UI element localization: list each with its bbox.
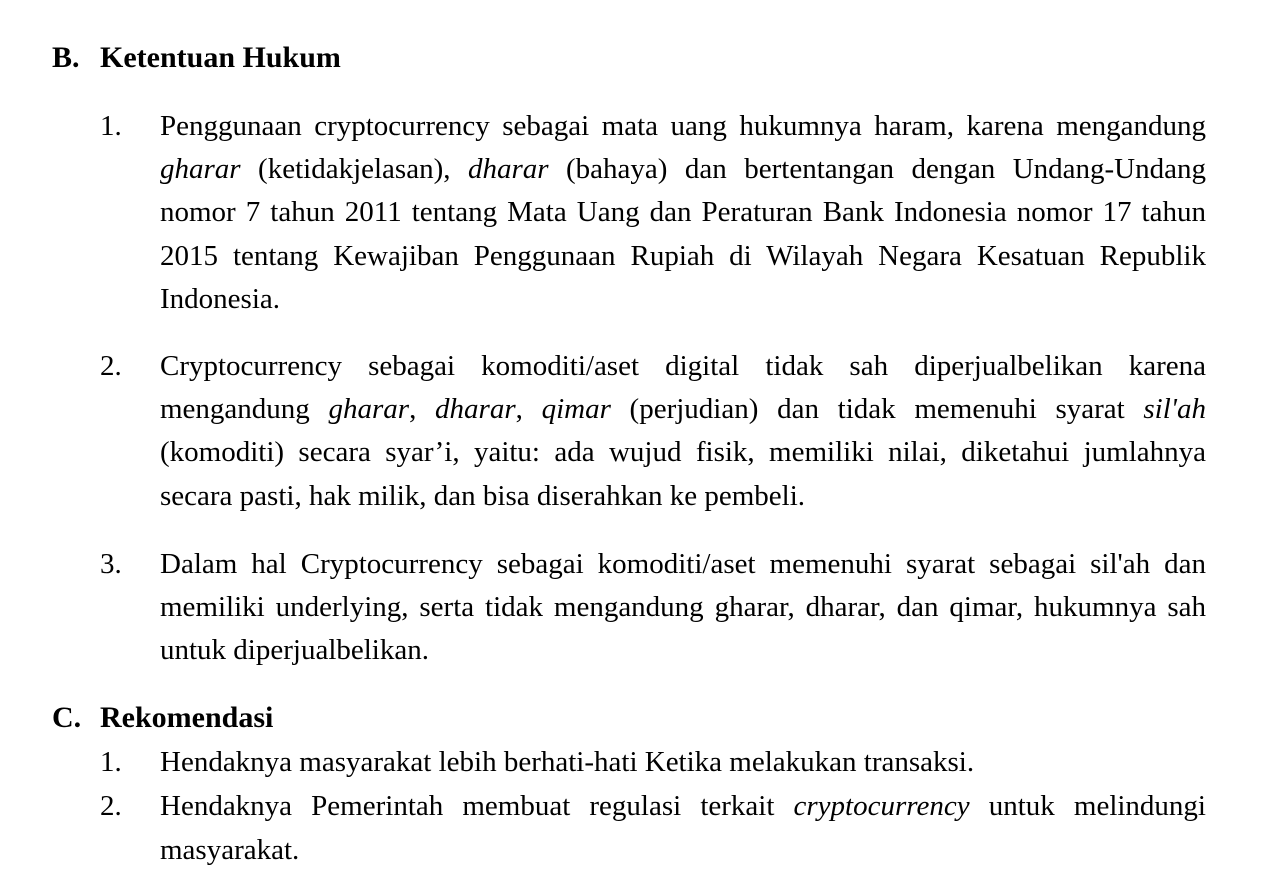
text-run: Cryptocurrency sebagai komoditi/aset digital tidak sah diperjualbelikan karena mengandung xyxy=(160,350,1206,426)
italic-term: dharar xyxy=(435,393,516,426)
italic-term: sil'ah xyxy=(1143,393,1206,426)
list-number: 3. xyxy=(100,548,122,580)
list-item-text xyxy=(160,345,1206,518)
section-b-heading xyxy=(52,40,341,76)
list-item-b2 xyxy=(100,345,1206,518)
text-run: (komoditi) secara syar’i, yaitu: ada wujud fisik, memiliki nilai, diketahui jumlahnya secara pasti, hak milik, dan bisa diserahkan ke pembeli. xyxy=(160,436,1206,512)
text-run: Penggunaan cryptocurrency sebagai mata uang hukumnya haram, karena mengandung xyxy=(160,110,1206,142)
italic-term: dharar xyxy=(467,153,549,186)
list-number: 1. xyxy=(100,746,122,778)
text-run: (perjudian) dan tidak memenuhi syarat xyxy=(610,393,1144,426)
italic-term: gharar xyxy=(328,393,410,426)
text-run: Hendaknya Pemerintah membuat regulasi terkait xyxy=(160,790,794,822)
list-number: 2. xyxy=(100,790,122,822)
list-item-text: Dalam hal Cryptocurrency sebagai komoditi/aset memenuhi syarat sebagai sil'ah dan memiliki underlying, serta tidak mengandung gharar, dharar, dan qimar, hukumnya sah untuk diperjualbelikan. xyxy=(160,548,1206,667)
list-item-b1 xyxy=(100,105,1206,321)
list-item-c2 xyxy=(100,784,1206,872)
list-item-c1 xyxy=(100,740,1206,784)
section-c-letter: C. xyxy=(52,701,82,734)
section-c-heading xyxy=(52,700,273,736)
text-run: (ketidakjelasan), xyxy=(240,153,468,186)
list-item-text xyxy=(160,784,1206,872)
text-run: untuk melindungi masyarakat. xyxy=(160,790,1206,866)
list-item-text xyxy=(160,105,1206,321)
section-b-letter: B. xyxy=(52,41,80,74)
italic-term: cryptocurrency xyxy=(793,790,970,822)
section-c-title: Rekomendasi xyxy=(100,701,274,734)
text-run: , xyxy=(409,393,436,426)
section-b-title: Ketentuan Hukum xyxy=(100,41,341,74)
list-number: 1. xyxy=(100,110,122,142)
italic-term: qimar xyxy=(541,393,611,426)
italic-term: gharar xyxy=(160,153,241,186)
list-number: 2. xyxy=(100,350,122,382)
list-item-b3 xyxy=(100,543,1206,673)
list-item-text: Hendaknya masyarakat lebih berhati-hati Ketika melakukan transaksi. xyxy=(160,746,975,778)
text-run: (bahaya) dan bertentangan dengan Undang-Undang nomor 7 tahun 2011 tentang Mata Uang dan Peraturan Bank Indonesia nomor 17 tahun 2015 tentang Kewajiban Penggunaan Rupiah di Wilayah Negara Kesatuan Republik Indonesia. xyxy=(160,153,1207,315)
text-run: , xyxy=(515,393,542,426)
